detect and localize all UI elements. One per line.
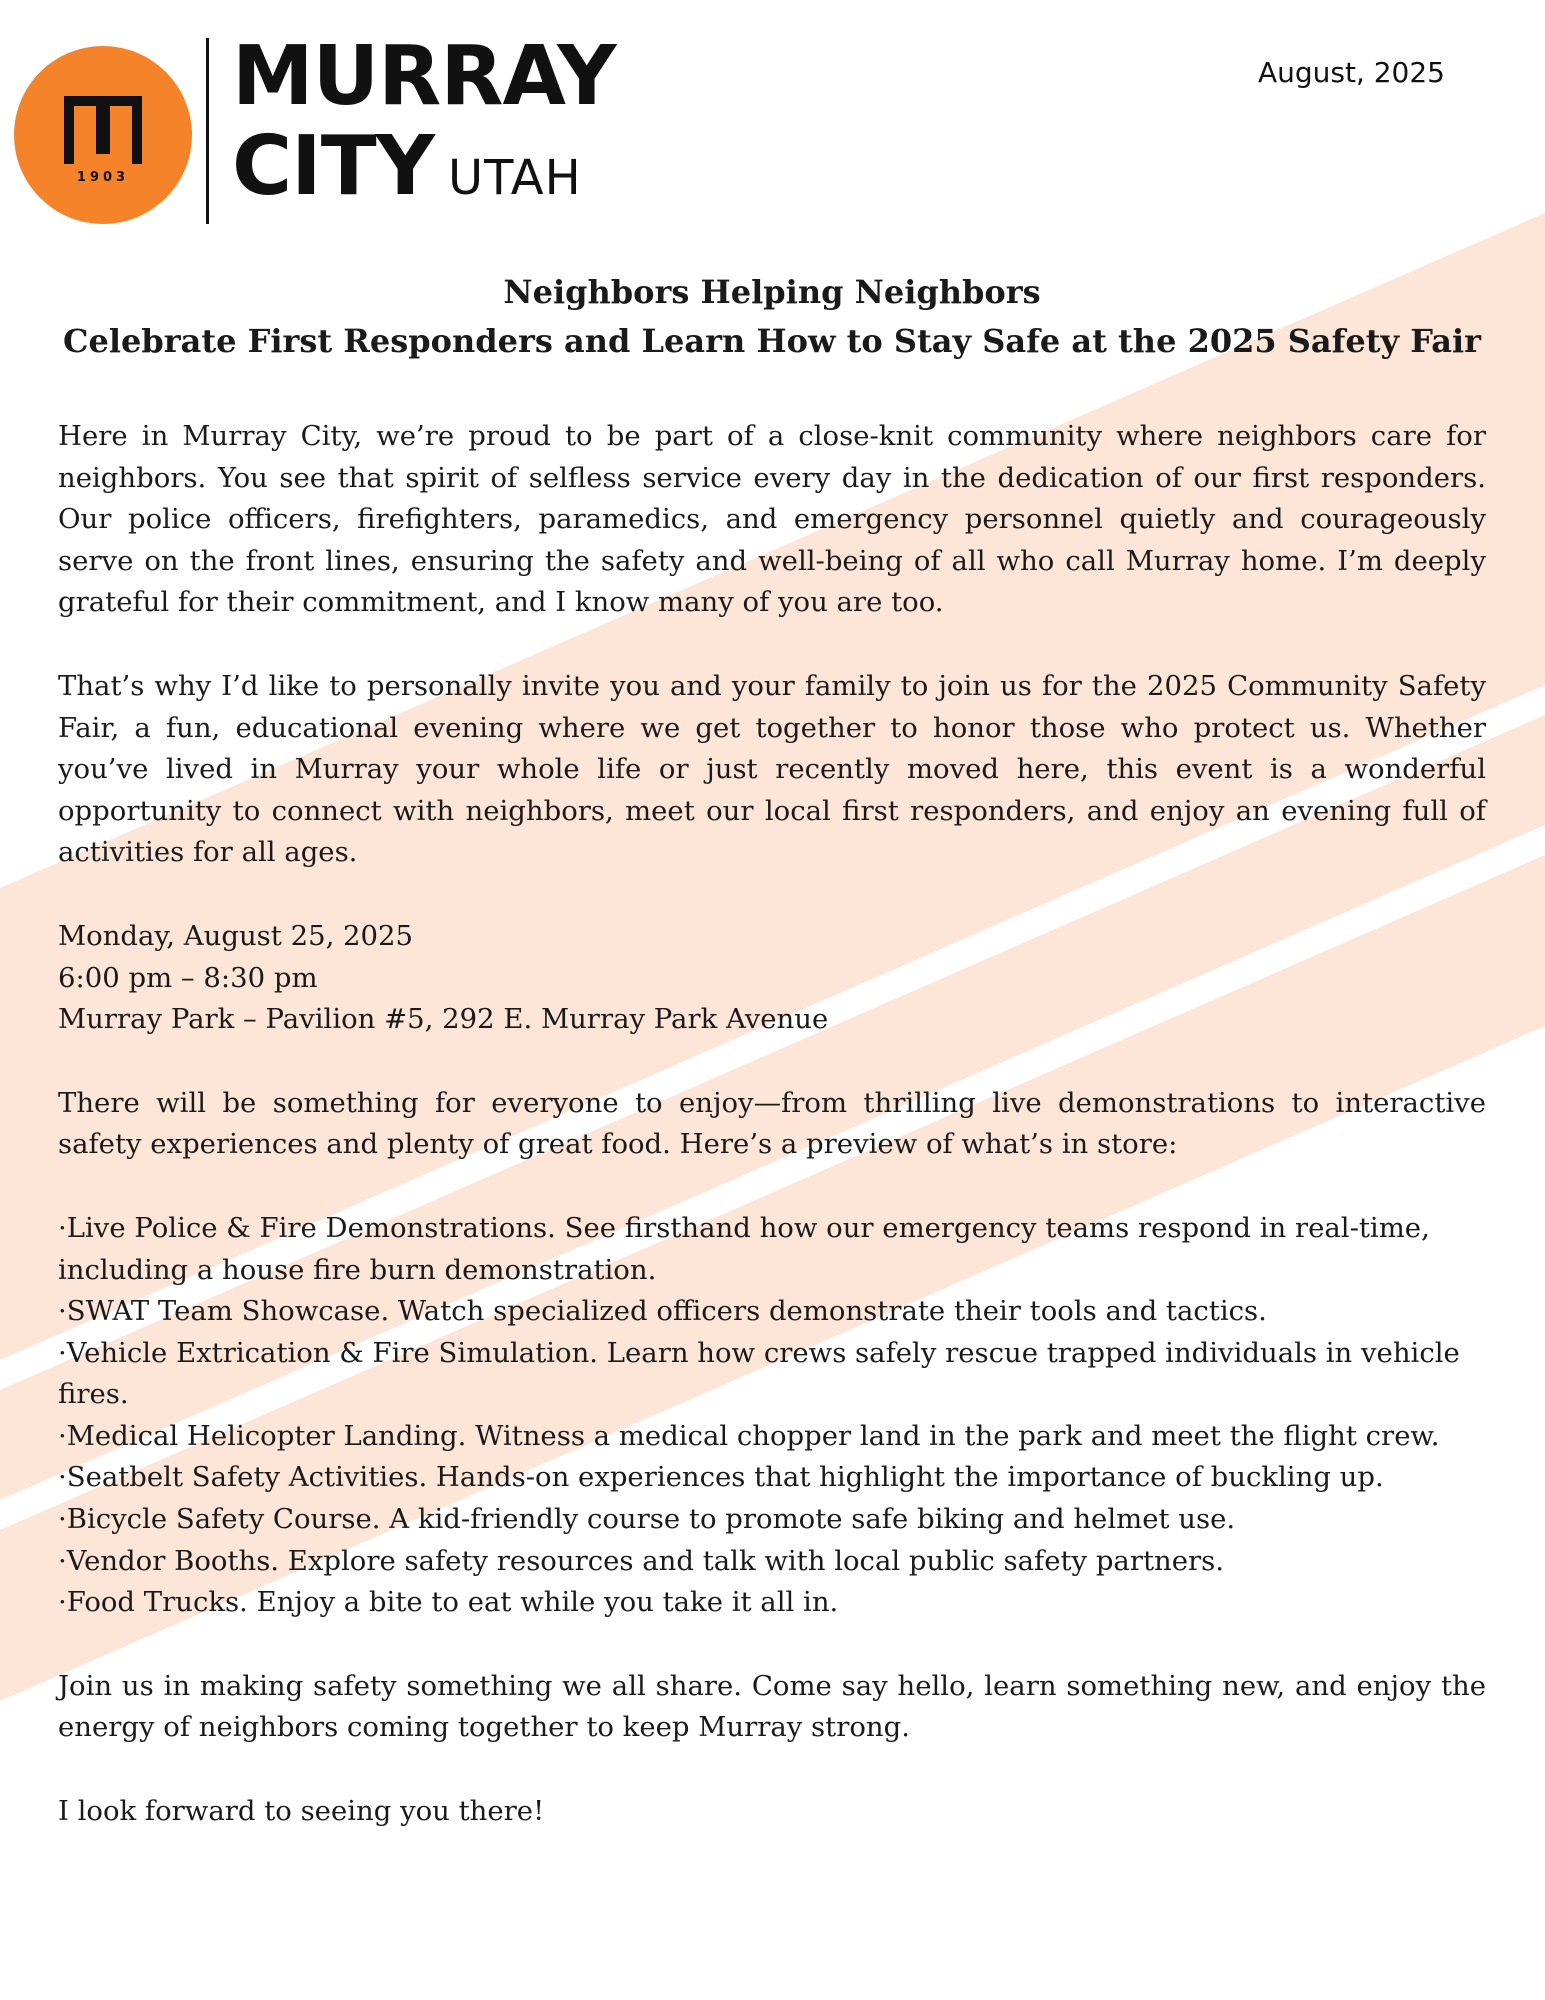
logo-city-text: CITY (232, 119, 435, 214)
paragraph-intro: Here in Murray City, we’re proud to be part of a close-knit community where neighbors care for neighbors. You see that spirit of selfless service every day in the dedication of our first responders. Our police officers, firefighters, paramedics, and emergency personnel quietly and courageously serve on the front lines, ensuring the safety and well-being of all who call Murray home. I’m deeply grateful for their commitment, and I know many of you are too. (58, 420, 1486, 619)
title-line-1: Neighbors Helping Neighbors (503, 273, 1041, 311)
paragraph-invitation: That’s why I’d like to personally invite you and your family to join us for the 2025 Community Safety Fair, a fun, educational evening where we get together to honor those who protect us. Whether you’ve lived in Murray your whole life or just recently moved here, this event is a wonderful opportunity to connect with neighbors, meet our local first responders, and enjoy an evening full of activities for all ages. (58, 669, 1486, 869)
list-item: ·Medical Helicopter Landing. Witness a medical chopper land in the park and meet the flight crew. (58, 1419, 1440, 1452)
list-item: ·Live Police & Fire Demonstrations. See firsthand how our emergency teams respond in real-time, including a house fire burn demonstration. (58, 1211, 1430, 1286)
title-line-2: Celebrate First Responders and Learn How to Stay Safe at the 2025 Safety Fair (63, 322, 1481, 360)
m-monogram-icon (14, 46, 192, 224)
letter-content (58, 268, 1486, 1833)
logo-wordmark-murray: MURRAY (232, 29, 616, 124)
list-item: ·Seatbelt Safety Activities. Hands-on experiences that highlight the importance of buckling up. (58, 1461, 1384, 1494)
logo-emblem (14, 46, 192, 224)
list-item: ·Food Trucks. Enjoy a bite to eat while you take it all in. (58, 1586, 839, 1619)
logo-divider (206, 38, 209, 224)
event-date: Monday, August 25, 2025 (58, 919, 414, 952)
letter-date: August, 2025 (1257, 56, 1445, 89)
paragraph-preview: There will be something for everyone to enjoy—from thrilling live demonstrations to interactive safety experiences and plenty of great food. Here’s a preview of what’s in store: (58, 1086, 1486, 1161)
event-time: 6:00 pm – 8:30 pm (58, 961, 318, 994)
activities-list (58, 1208, 1486, 1624)
list-item: ·Vehicle Extrication & Fire Simulation. Learn how crews safely rescue trapped individuals in vehicle fires. (58, 1336, 1460, 1411)
list-item: ·SWAT Team Showcase. Watch specialized officers demonstrate their tools and tactics. (58, 1295, 1267, 1328)
list-item: ·Vendor Booths. Explore safety resources and talk with local public safety partners. (58, 1544, 1224, 1577)
paragraph-closing: Join us in making safety something we all share. Come say hello, learn something new, and enjoy the energy of neighbors coming together to keep Murray strong. (58, 1669, 1486, 1744)
logo-wordmark-city (232, 119, 582, 214)
event-location: Murray Park – Pavilion #5, 292 E. Murray Park Avenue (58, 1003, 829, 1036)
logo-utah-text: UTAH (448, 150, 582, 206)
list-item: ·Bicycle Safety Course. A kid-friendly course to promote safe biking and helmet use. (58, 1503, 1236, 1536)
logo-year: 1903 (76, 170, 130, 185)
murray-city-logo (14, 29, 616, 228)
closing-line: I look forward to seeing you there! (58, 1795, 545, 1828)
